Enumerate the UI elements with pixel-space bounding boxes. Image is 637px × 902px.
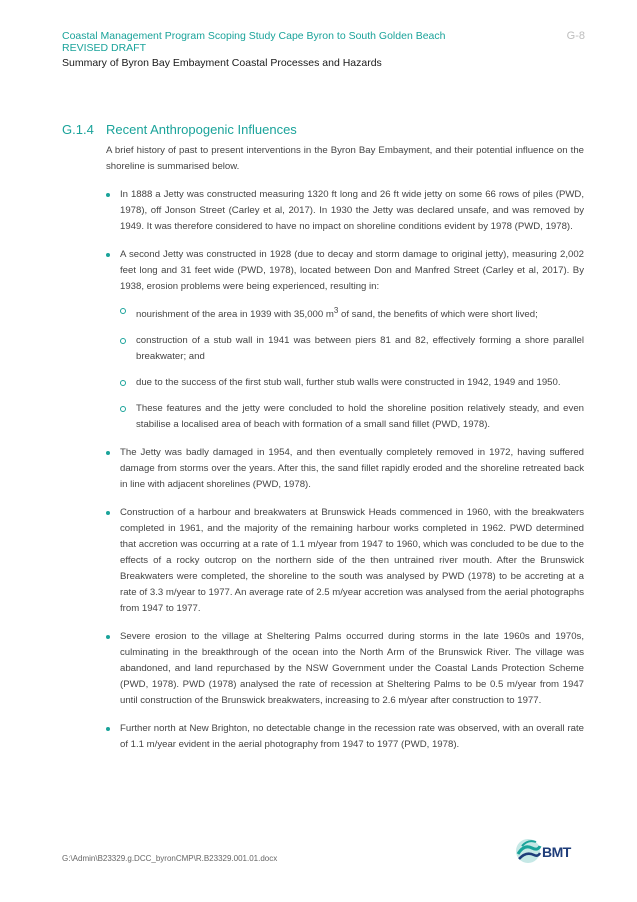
page-number: G-8 — [566, 30, 585, 42]
list-item: A second Jetty was constructed in 1928 (due to decay and storm damage to original jetty), measuring 2,002 feet long and 31 feet wide (PWD, 1978), located between Don and Manfred Street (Carley et al, 2017). By 1938, erosion problems were being experienced, resulting in: nourishment of the area in 1939 with 35,000 $m^3$ of sand, the benefits of which were short lived; construction of a stub wall in 1941 was between piers 81 and 82, effectively forming a shore parallel breakwater; and due to the success of the first stub wall, further stub walls were constructed in 1942, 1949 and 1950. These features and the jetty were concluded to hold the shoreline position relatively steady, and even stabilise a localised area of beach with formation of a small sand fillet (PWD, 1978). — [106, 247, 584, 433]
section-title: Recent Anthropogenic Influences — [106, 122, 297, 137]
bmt-logo-text: BMT — [542, 844, 571, 860]
sub-list-item: construction of a stub wall in 1941 was between piers 81 and 82, effectively forming a shore parallel breakwater; and — [120, 333, 584, 365]
sub-list-item: due to the success of the first stub wall, further stub walls were constructed in 1942, 1949 and 1950. — [120, 375, 584, 391]
bullet-list — [106, 187, 584, 753]
section-heading — [62, 122, 584, 137]
sub-bullet-list — [120, 303, 584, 433]
intro-paragraph: A brief history of past to present interventions in the Byron Bay Embayment, and their potential influence on the shoreline is summarised below. — [106, 145, 584, 172]
sub-list-item: These features and the jetty were concluded to hold the shoreline position relatively steady, and even stabilise a localised area of beach with formation of a small sand fillet (PWD, 1978). — [120, 401, 584, 433]
list-item: In 1888 a Jetty was constructed measuring 1320 ft long and 26 ft wide jetty on some 66 rows of piles (PWD, 1978), off Jonson Street (Carley et al, 2017). In 1930 the Jetty was declared unsafe, and was removed by 1949. It was therefore considered to have no impact on shoreline conditions evident by 1978 (PWD, 1978). — [106, 187, 584, 235]
list-item: Further north at New Brighton, no detectable change in the recession rate was observed, with an overall rate of 1.1 m/year evident in the aerial photography from 1947 to 1977 (PWD, 1978). — [106, 721, 584, 753]
sub-list-item: nourishment of the area in 1939 with 35,000 $m^3$ of sand, the benefits of which were short lived; — [120, 303, 584, 323]
list-item: The Jetty was badly damaged in 1954, and then eventually completely removed in 1972, having suffered damage from storms over the years. After this, the sand fillet rapidly eroded and the shoreline retreated back in line with adjacent shorelines (PWD, 1978). — [106, 445, 584, 493]
header-title: Coastal Management Program Scoping Study Cape Byron to South Golden Beach — [62, 30, 446, 42]
list-item: Construction of a harbour and breakwaters at Brunswick Heads commenced in 1960, with the breakwaters completed in 1961, and the majority of the remaining harbour works completed in 1962. PWD determined that accretion was occurring at a rate of 1.1 m/year from 1947 to 1960, which was concluded to be due to the effects of a rocky outcrop on the northern side of the then untrained river mouth. After the Brunswick Breakwaters were completed, the shoreline to the south was analysed by PWD (1978) to be accreting at a rate of 3.3 m/year to 1977. An average rate of 2.5 m/year accretion was analysed from the aerial photographs from 1947 to 1977. — [106, 505, 584, 617]
header-subtitle: Summary of Byron Bay Embayment Coastal Processes and Hazards — [62, 57, 382, 69]
section-recent-anthropogenic-influences — [62, 122, 584, 765]
list-item: Severe erosion to the village at Sheltering Palms occurred during storms in the late 1960s and 1970s, culminating in the breakthrough of the ocean into the North Arm of the Brunswick River. The village was abandoned, and land repurchased by the NSW Government under the Coastal Lands Protection Scheme (PWD, 1978). PWD (1978) analysed the rate of recession at Sheltering Palms to be 0.5 m/year from 1947 until construction of the Brunswick breakwaters, increasing to 2.6 m/year after construction to 1977. — [106, 629, 584, 709]
footer-file-path: G:\Admin\B23329.g.DCC_byronCMP\R.B23329.001.01.docx — [62, 854, 278, 863]
section-number: G.1.4 — [62, 122, 94, 137]
page-header — [62, 30, 582, 69]
header-draft-label: REVISED DRAFT — [62, 42, 147, 54]
bmt-wave-logo-icon — [514, 834, 542, 868]
bmt-logo — [514, 834, 584, 870]
section-body — [106, 143, 584, 753]
